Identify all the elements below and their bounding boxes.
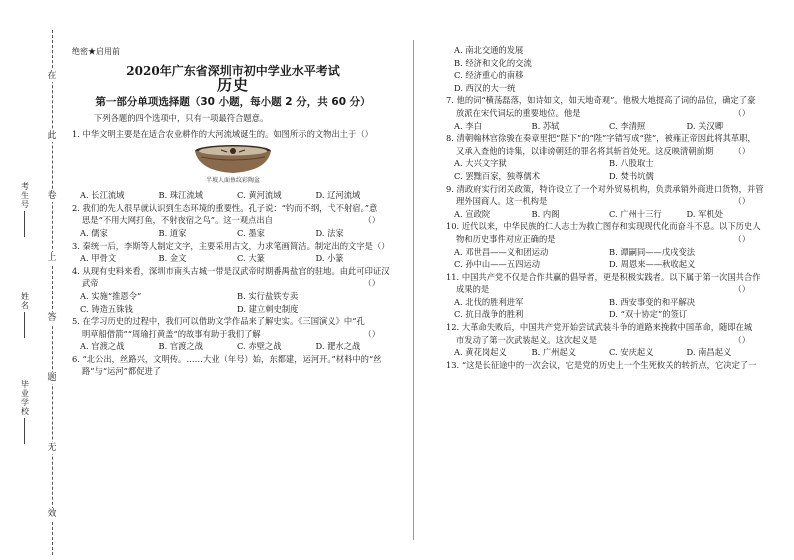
- answer-option: C. 大篆: [237, 253, 265, 264]
- question-stem-line: 7. 他的词“横荡磊落，如诗如文，如天地奇观”。他极大地提高了词的品位，确定了豪: [446, 95, 756, 106]
- answer-option: A. 南北交通的发展: [454, 45, 524, 55]
- right-question-list: [446, 44, 764, 371]
- question: [446, 44, 764, 94]
- question: [72, 240, 394, 265]
- answer-option: C. 抗日战争的胜利: [454, 309, 524, 320]
- question-stem-line: [446, 145, 764, 158]
- answer-option: B. 内阁: [531, 208, 560, 219]
- answer-option: D. 小篆: [315, 253, 344, 264]
- student-field-label: [18, 292, 32, 338]
- field-label-text: 考生号: [21, 182, 29, 209]
- figure-caption: 半坡人面鱼纹彩陶盆: [205, 176, 260, 184]
- question-stem-text: 市发动了第一次武装起义。这次起义是: [456, 334, 598, 345]
- answer-option: A. 邓世昌——义和团运动: [454, 246, 549, 257]
- binding-margin: [0, 30, 72, 555]
- question-stem-text: 物和历史事件对应正确的是: [456, 233, 556, 244]
- answer-option: A. 实施“推恩令”: [80, 290, 142, 301]
- answer-options: [72, 227, 394, 240]
- answer-option: B. 广州起义: [531, 347, 577, 358]
- field-label-text: 毕业学校: [21, 380, 29, 416]
- answer-option: A. 大兴文字狱: [454, 158, 507, 169]
- instruction-text: 下列各题的四个选项中，只有一项最符合题意。: [94, 113, 269, 124]
- answer-option: A. 甲骨文: [80, 253, 117, 264]
- exam-title: 2020年广东省深圳市初中学业水平考试: [126, 63, 340, 78]
- answer-paren: （）: [733, 334, 750, 345]
- question-stem-line: [72, 328, 394, 341]
- question-stem-line: 2. 我们的先人很早就认识到生态环境的重要性。孔子说：“钓而不纲，弋不射宿。”意: [72, 202, 378, 213]
- question-stem-line: [446, 233, 764, 246]
- right-column: [446, 44, 764, 371]
- answer-paren: （）: [733, 233, 750, 244]
- answer-option: C. 黄河流域: [237, 190, 282, 201]
- answer-options: [446, 208, 764, 221]
- question-stem-line: [72, 214, 394, 227]
- answer-options: [72, 252, 394, 265]
- seal-char: 此: [47, 131, 57, 141]
- answer-paren: （）: [363, 278, 380, 289]
- answer-option: C. 安庆起义: [609, 347, 654, 358]
- section-heading: 第一部分单项选择题（30 小题，每小题 2 分，共 60 分）: [95, 95, 371, 108]
- answer-paren: （）: [733, 284, 750, 295]
- answer-option: C. 墨家: [237, 227, 265, 238]
- answer-paren: （）: [733, 145, 750, 156]
- answer-option: C. 赤壁之战: [237, 341, 282, 352]
- question-stem-line: [446, 334, 764, 347]
- seal-char: 在: [47, 71, 57, 81]
- secret-label: 绝密★启用前: [72, 47, 120, 56]
- answer-paren: （）: [363, 215, 380, 226]
- answer-option: D. 周恩来——秋收起义: [609, 259, 696, 270]
- seal-char: 无: [47, 443, 57, 453]
- question-stem-text: 又承入查他的诗集，以诽谤朝廷的罪名将其斩首处死。这反映清朝前期: [456, 145, 714, 156]
- answer-option: D. 南昌起义: [686, 347, 732, 358]
- seal-char: 卷: [47, 191, 57, 201]
- answer-option: C. 孙中山——五四运动: [454, 259, 540, 270]
- answer-option: B. 实行盐铁专卖: [237, 290, 299, 301]
- question-stem-text: 理外国商人。这一机构是: [456, 196, 548, 207]
- answer-option: B. 苏轼: [531, 120, 560, 131]
- binding-dashed-line: [52, 30, 53, 555]
- subject-title: 历史: [216, 76, 249, 95]
- question: [72, 265, 394, 315]
- question-stem-text: 思是“不用大网打鱼，不射夜宿之鸟”。这一观点出自: [82, 215, 274, 226]
- question: [446, 220, 764, 270]
- answer-option: A. 长江流域: [80, 190, 125, 201]
- answer-option: D. 军机处: [686, 208, 724, 219]
- answer-option: B. 经济和文化的交流: [454, 57, 532, 68]
- question: [72, 128, 394, 202]
- question-stem-text: 武帝: [82, 278, 99, 289]
- answer-options: [446, 296, 764, 321]
- answer-option: B. 官渡之战: [158, 341, 204, 352]
- answer-options: [446, 157, 764, 182]
- field-underline: [24, 418, 26, 444]
- question-stem-line: 5. 在学习历史的过程中，我们可以借助文学作品来了解史实。《三国演义》中“孔: [72, 316, 365, 327]
- question-stem-line: 4. 从现有史料来看，深圳市南头古城一带是汉武帝时期番禺盐官的驻地。由此可印证汉: [72, 265, 390, 276]
- left-question-list: [72, 128, 394, 378]
- answer-option: D. 焚书坑儒: [609, 170, 654, 181]
- answer-option: B. 八股取士: [609, 158, 654, 169]
- question: [446, 183, 764, 221]
- answer-paren: （）: [733, 196, 750, 207]
- question-stem-line: 8. 清朝翰林官徐骏在奏章里把“陛下”的“陛”字错写成“狴”，被雍正帝因此将其革职，: [446, 133, 756, 144]
- answer-option: C. 广州十三行: [609, 208, 662, 219]
- question: [72, 353, 394, 378]
- answer-option: A. 宣政院: [454, 208, 491, 219]
- answer-option: B. 金文: [158, 253, 187, 264]
- seal-char: 上: [47, 253, 57, 263]
- question-stem-text: 成果的是: [456, 284, 490, 295]
- question-stem-line: 3. 秦统一后，李斯等人制定文字，主要采用古文，力求笔画简洁。制定出的文字是（）: [72, 240, 390, 251]
- answer-option: B. 西安事变的和平解决: [609, 296, 696, 307]
- question-stem-line: [446, 107, 764, 120]
- question-stem-line: 9. 清政府实行闭关政策，特许设立了一个对外贸易机构，负责承销外商进口货物，并管: [446, 183, 764, 194]
- question-stem-text: 明草船借箭”“周瑜打黄盖”的故事有助于我们了解: [82, 328, 261, 339]
- question-stem-line: 路”与“运河”都促进了: [82, 366, 162, 377]
- question: [446, 94, 764, 132]
- left-column: [72, 46, 394, 378]
- question-stem-line: 6. “北公出，丝路兴，文明传。……大业（年号）始，东都建，运河开。”材料中的“丝: [72, 353, 382, 364]
- answer-options: [446, 346, 764, 359]
- student-field-label: [18, 182, 32, 237]
- answer-option: D. 西汉的大一统: [454, 82, 516, 93]
- answer-option: B. 珠江流域: [158, 190, 204, 201]
- field-underline: [24, 211, 26, 237]
- answer-option: D. 淝水之战: [315, 341, 361, 352]
- question: [446, 321, 764, 359]
- seal-char: 题: [47, 373, 57, 383]
- answer-options: [72, 340, 394, 353]
- answer-option: D. 关汉卿: [686, 120, 724, 131]
- answer-option: B. 谭嗣同——戊戌变法: [609, 246, 696, 257]
- answer-option: C. 经济重心的南移: [454, 70, 524, 81]
- answer-option: A. 儒家: [80, 227, 108, 238]
- question: [446, 359, 764, 372]
- question: [446, 132, 764, 182]
- field-underline: [24, 312, 26, 338]
- student-field-label: [18, 380, 32, 444]
- answer-option: C. 李清照: [609, 120, 646, 131]
- answer-option: A. 李白: [454, 120, 482, 131]
- answer-option: D. 法家: [315, 227, 344, 238]
- question-stem-line: 11. 中国共产党不仅是合作共赢的倡导者，更是积极实践者。以下属于第一次国共合作: [446, 271, 761, 282]
- answer-option: C. 铸造五铢钱: [80, 303, 133, 314]
- question-stem-line: 13. “这是长征途中的一次会议，它是党的历史上一个生死攸关的转折点，它决定了一: [446, 359, 757, 370]
- question-stem-line: [446, 283, 764, 296]
- answer-option: A. 官渡之战: [80, 341, 125, 352]
- answer-options: [446, 120, 764, 133]
- answer-options: [72, 290, 394, 315]
- question: [72, 202, 394, 240]
- pottery-bowl-image: [191, 143, 275, 175]
- column-divider: [413, 40, 414, 540]
- answer-option: C. 罢黜百家，独尊儒术: [454, 170, 540, 181]
- answer-options: [72, 189, 394, 202]
- question: [72, 315, 394, 353]
- answer-option: D. 辽河流域: [315, 190, 361, 201]
- question-stem-line: [446, 195, 764, 208]
- seal-char: 效: [47, 509, 57, 519]
- answer-paren: （）: [363, 328, 380, 339]
- question-stem-line: 10. 近代以来，中华民族的仁人志士为救亡图存和实现现代化而奋斗不息。以下历史人: [446, 221, 761, 232]
- question-stem-line: 1. 中华文明主要是在适合农业耕作的大河流域诞生的。如图所示的文物出土于（）: [72, 128, 373, 139]
- answer-option: A. 北伐的胜利进军: [454, 296, 524, 307]
- field-label-text: 姓名: [21, 292, 29, 310]
- question-stem-line: 12. 大革命失败后，中国共产党开始尝试武装斗争的道路来挽救中国革命，随即在城: [446, 322, 753, 333]
- question-stem-text: 放派在宋代词坛的重要地位。他是: [456, 107, 581, 118]
- answer-option: A. 黄花岗起义: [454, 347, 507, 358]
- question-stem-line: [72, 277, 394, 290]
- answer-option: D. 建立刺史制度: [237, 303, 299, 314]
- answer-option: D. “双十协定”的签订: [609, 309, 688, 320]
- answer-options: [446, 44, 764, 94]
- answer-paren: （）: [733, 107, 750, 118]
- seal-char: 答: [47, 313, 57, 323]
- question: [446, 271, 764, 321]
- answer-option: B. 道家: [158, 227, 187, 238]
- pottery-figure: [72, 143, 394, 188]
- answer-options: [446, 246, 764, 271]
